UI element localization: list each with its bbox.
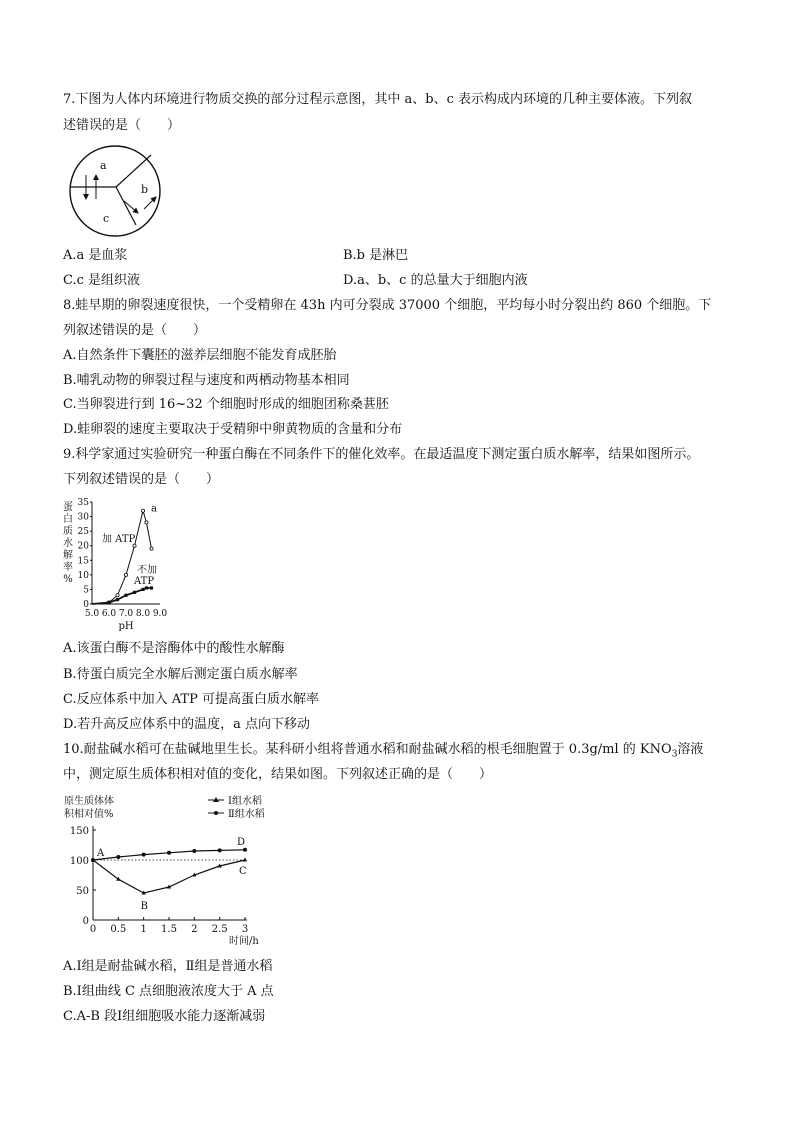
q9-hydrolysis-chart bbox=[62, 494, 177, 634]
data-point bbox=[116, 598, 119, 601]
diagram-label-c: c bbox=[103, 212, 110, 225]
point-label-B: B bbox=[140, 901, 149, 912]
point-label-A: A bbox=[97, 848, 105, 859]
series-label-no-atp-line2: ATP bbox=[134, 576, 155, 587]
y-axis-label-line2: 积相对值% bbox=[64, 809, 114, 820]
y-tick-label: 10 bbox=[77, 570, 89, 581]
data-point bbox=[218, 848, 222, 852]
q7-stem-line2: 述错误的是（ ） bbox=[63, 118, 181, 133]
data-point bbox=[124, 573, 127, 576]
q10-stem-subscript: 3 bbox=[671, 749, 678, 760]
y-axis-label-line1: 原生质体体 bbox=[64, 796, 114, 807]
y-tick-label: 5 bbox=[83, 585, 89, 596]
q8-stem-line2: 列叙述错误的是（ ） bbox=[63, 323, 207, 338]
q9-stem-line2: 下列叙述错误的是（ ） bbox=[63, 472, 220, 487]
q7-option-a[interactable]: A.a 是血浆 bbox=[63, 248, 128, 263]
legend-label-group1: Ⅰ组水稻 bbox=[228, 796, 262, 807]
data-point bbox=[116, 855, 120, 859]
q10-option-a[interactable]: A.Ⅰ组是耐盐碱水稻，Ⅱ组是普通水稻 bbox=[63, 959, 273, 974]
x-tick-label: 7.0 bbox=[118, 609, 134, 619]
y-tick-label: 100 bbox=[69, 856, 89, 867]
diagram-label-a: a bbox=[100, 159, 107, 172]
y-tick-label: 50 bbox=[76, 886, 89, 897]
y-tick-label: 25 bbox=[77, 527, 89, 538]
legend-label-group2: Ⅱ组水稻 bbox=[228, 809, 265, 820]
y-axis-label-char: 白 bbox=[63, 514, 73, 525]
x-axis-label: 时间/h bbox=[229, 936, 259, 947]
data-point bbox=[141, 588, 144, 591]
q10-protoplast-volume-chart bbox=[62, 792, 287, 950]
data-point bbox=[107, 601, 110, 604]
q10-stem-text: 10.耐盐碱水稻可在盐碱地里生长。某科研小组将普通水稻和耐盐碱水稻的根毛细胞置于 0.3g/ml 的 KNO bbox=[63, 742, 672, 757]
q10-stem-line2: 中，测定原生质体积相对值的变化，结果如图。下列叙述正确的是（ ） bbox=[63, 767, 493, 782]
y-tick-label: 15 bbox=[77, 556, 89, 567]
q7-option-c[interactable]: C.c 是组织液 bbox=[63, 273, 141, 288]
q8-option-a[interactable]: A.自然条件下囊胚的滋养层细胞不能发育成胚胎 bbox=[63, 348, 337, 363]
data-point bbox=[243, 858, 247, 862]
x-tick-label: 5.0 bbox=[84, 609, 100, 619]
data-point bbox=[192, 849, 196, 853]
x-tick-label: 1.5 bbox=[161, 924, 177, 935]
q8-option-c[interactable]: C.当卵裂进行到 16~32 个细胞时形成的细胞团称桑葚胚 bbox=[63, 397, 389, 412]
x-tick-label: 0.5 bbox=[110, 924, 127, 935]
data-point bbox=[133, 591, 136, 594]
q9-option-b[interactable]: B.待蛋白质完全水解后测定蛋白质水解率 bbox=[63, 667, 298, 682]
data-point bbox=[141, 509, 144, 512]
data-point bbox=[243, 848, 247, 852]
q10-option-b[interactable]: B.Ⅰ组曲线 C 点细胞液浓度大于 A 点 bbox=[63, 984, 274, 999]
x-tick-label: 1 bbox=[140, 924, 147, 935]
x-tick-label: 2 bbox=[191, 924, 198, 935]
q10-option-c[interactable]: C.A-B 段Ⅰ组细胞吸水能力逐渐减弱 bbox=[63, 1009, 266, 1024]
q9-stem-line1: 9.科学家通过实验研究一种蛋白酶在不同条件下的催化效率。在最适温度下测定蛋白质水解率，结果如图所示。 bbox=[63, 447, 700, 462]
point-label-C: C bbox=[239, 866, 247, 877]
point-label-a: a bbox=[151, 503, 157, 515]
x-axis-label: pH bbox=[118, 621, 134, 632]
y-tick-label: 0 bbox=[83, 600, 89, 610]
data-point bbox=[145, 521, 148, 524]
series-label-no-atp-line1: 不加 bbox=[137, 565, 157, 576]
data-point bbox=[91, 858, 95, 862]
y-axis-label-char: 蛋 bbox=[63, 502, 73, 513]
q7-option-b[interactable]: B.b 是淋巴 bbox=[343, 248, 409, 263]
q8-stem-line1: 8.蛙早期的卵裂速度很快，一个受精卵在 43h 内可分裂成 37000 个细胞，平均每小时分裂出约 860 个细胞。下 bbox=[63, 298, 712, 313]
x-tick-label: 3 bbox=[241, 924, 249, 935]
y-axis-label-char: % bbox=[63, 574, 73, 585]
data-point bbox=[116, 594, 119, 597]
y-tick-label: 20 bbox=[77, 541, 89, 552]
data-point bbox=[142, 853, 146, 857]
diagram-label-b: b bbox=[141, 183, 149, 196]
y-axis-label-char: 解 bbox=[63, 550, 73, 561]
y-tick-label: 0 bbox=[82, 916, 89, 927]
q8-option-d[interactable]: D.蛙卵裂的速度主要取决于受精卵中卵黄物质的含量和分布 bbox=[63, 422, 403, 437]
y-axis-label-char: 水 bbox=[63, 538, 73, 549]
q9-option-c[interactable]: C.反应体系中加入 ATP 可提高蛋白质水解率 bbox=[63, 692, 319, 707]
q7-body-fluid-diagram bbox=[66, 143, 168, 241]
data-point bbox=[167, 851, 171, 855]
y-tick-label: 30 bbox=[77, 512, 89, 523]
x-tick-label: 0 bbox=[89, 924, 97, 935]
q9-option-d[interactable]: D.若升高反应体系中的温度，a 点向下移动 bbox=[63, 717, 310, 732]
y-axis-label-char: 率 bbox=[63, 562, 73, 573]
q8-option-b[interactable]: B.哺乳动物的卵裂过程与速度和两栖动物基本相同 bbox=[63, 373, 350, 388]
data-point bbox=[150, 547, 153, 550]
data-point bbox=[124, 594, 127, 597]
q7-stem-line1: 7.下图为人体内环境进行物质交换的部分过程示意图，其中 a、b、c 表示构成内环境的几种主要体液。下列叙 bbox=[63, 92, 693, 107]
q10-stem-line1 bbox=[63, 741, 703, 764]
q9-option-a[interactable]: A.该蛋白酶不是溶酶体中的酸性水解酶 bbox=[63, 641, 285, 656]
series-label-add-atp: 加 ATP bbox=[102, 534, 136, 545]
y-axis-label-char: 质 bbox=[63, 526, 73, 537]
y-tick-label: 35 bbox=[77, 498, 89, 508]
y-tick-label: 150 bbox=[69, 826, 89, 837]
x-tick-label: 2.5 bbox=[211, 924, 228, 935]
x-tick-label: 9.0 bbox=[152, 609, 168, 619]
point-label-D: D bbox=[237, 836, 246, 848]
q7-option-d[interactable]: D.a、b、c 的总量大于细胞内液 bbox=[343, 273, 528, 288]
x-tick-label: 8.0 bbox=[135, 609, 151, 619]
q10-stem-tail: 溶液 bbox=[677, 742, 704, 757]
x-tick-label: 6.0 bbox=[101, 609, 117, 619]
legend-marker-group2 bbox=[214, 811, 218, 815]
